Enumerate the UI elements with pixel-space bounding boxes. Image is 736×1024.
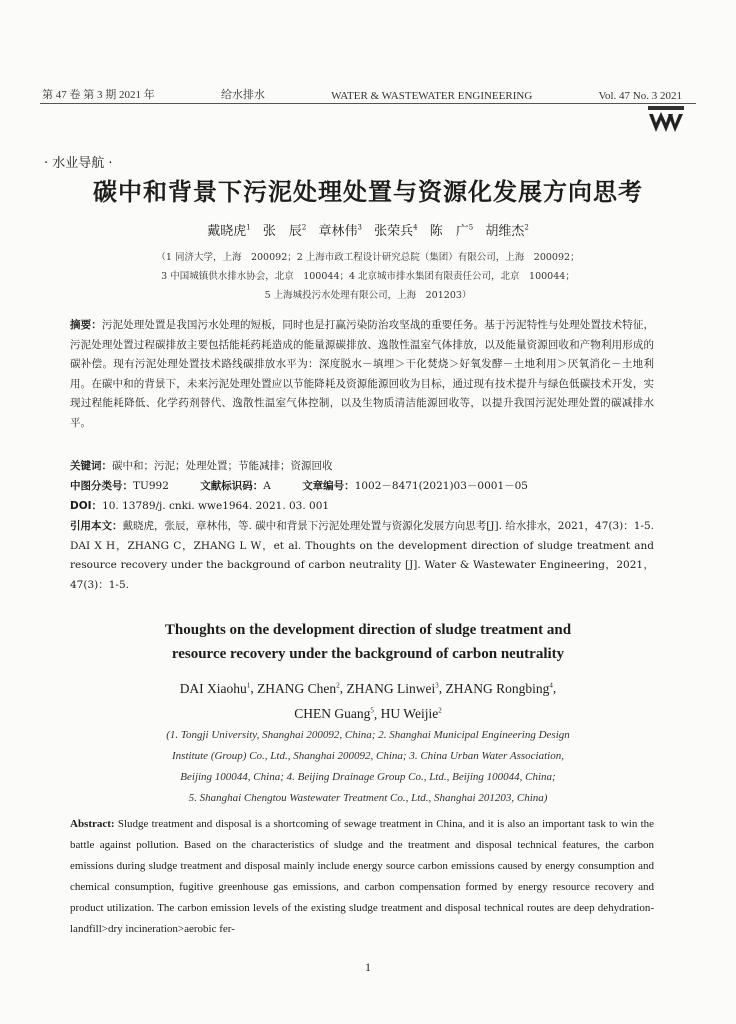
author-en: CHEN Guang$^5$ (294, 706, 374, 721)
journal-cn: 给水排水 (220, 89, 265, 101)
author-en: ZHANG Chen$^2$ (257, 680, 340, 696)
author-cn: 张 辰$^2$ (262, 223, 307, 239)
volume-en: Vol. 47 No. 3 2021 (598, 90, 682, 102)
page-title-cn: 碳中和背景下污泥处理处置与资源化发展方向思考 (93, 178, 643, 206)
abstract-cn-label: 摘要： (70, 319, 102, 331)
classification-row: 中图分类号：TU992 文献标识码：A 文章编号：1002－8471(2021)03－0001－05 (70, 480, 528, 492)
abstract-en: Abstract: Sludge treatment and disposal is a shortcoming of sewage treatment in China, and it is also an important task to win the battle against pollution. Based on the characteristics of sludge and the treatment and disposal technical features, the carbon emissions during sludge treatment and disposal mainly include energy source carbon emissions caused by energy consumption and chemical consumption, fugitive greenhouse gas emissions, and carbon compensation formed by energy resource recovery and product utilization. The carbon emission levels of the existing sludge treatment and disposal technical routes are deep dehydration-landfill>dry incineration>aerobic fer- (70, 818, 655, 935)
affiliation-line: （1 同济大学，上海 200092；2 上海市政工程设计研究总院（集团）有限公司，上海 200092； (156, 252, 580, 263)
author-en: HU Weijie$^2$ (380, 706, 442, 721)
affiliations-en: (1. Tongji University, Shanghai 200092, China; 2. Shanghai Municipal Engineering Design Institute (Group) Co., Ltd., Shanghai 200092, China; 3. China Urban Water Association, Beijing 100044, China; 4. Beijing Drainage Group Co., Ltd., Beijing 100044, China; 5. Shanghai Chengtou Wastewater Treatment Co., Ltd., Shanghai 201203, China) (166, 729, 570, 804)
header-rule (40, 103, 696, 104)
author-en: DAI Xiaohu$^1$ (179, 680, 251, 696)
author-en: ZHANG Rongbing$^4$ (445, 680, 553, 696)
authors-cn (0, 220, 736, 239)
doi: DOI：10. 13789/j. cnki. wwe1964. 2021. 03. 001 (70, 500, 330, 512)
abstract-cn (70, 316, 654, 433)
abstract-cn-text: 污泥处理处置是我国污水处理的短板，同时也是打赢污染防治攻坚战的重要任务。基于污泥特性与处理处置技术特征，污泥处理处置过程碳排放主要包括能耗药耗造成的能量源碳排放、逸散性温室气体排放，以及能量资源回收和产物利用形成的碳补偿。现有污泥处理处置技术路线碳排放水平为：深度脱水－填埋＞干化焚烧＞好氧发酵－土地利用＞厌氧消化－土地利用。在碳中和的背景下，未来污泥处理处置应以节能降耗及资源能源回收为目标，通过现有技术提升与绿色低碳技术开发，实现过程能耗降低、化学药剂替代、逸散性温室气体控制，以及生物质清洁能源回收等，以提升我国污泥处理处置的碳减排水平。 (70, 319, 655, 429)
column-tag: · 水业导航 · (44, 156, 113, 171)
author-cn: 陈 广$^5$ (429, 223, 474, 239)
author-cn: 章林伟$^3$ (318, 223, 362, 239)
volume-cn: 第 47 卷 第 3 期 2021 年 (42, 89, 155, 101)
authors-en: DAI Xiaohu$^1$, ZHANG Chen$^2$, ZHANG Linwei$^3$, ZHANG Rongbing$^4$, CHEN Guang$^5$, HU Weijie$^2$ (179, 680, 557, 721)
page-title-en: Thoughts on the development direction of sludge treatment and resource recovery under the background of carbon neutrality (164, 622, 572, 662)
page-number: 1 (365, 960, 371, 974)
journal-logo-icon (648, 106, 684, 134)
affiliation-line: 5 上海城投污水处理有限公司，上海 201203） (264, 290, 472, 301)
author-cn: 胡维杰$^2$ (485, 223, 529, 239)
keywords: 关键词：碳中和；污泥；处理处置；节能减排；资源回收 (70, 460, 333, 472)
author-cn: 张荣兵$^4$ (374, 223, 418, 239)
author-en: ZHANG Linwei$^3$ (346, 680, 439, 696)
affiliation-line: 3 中国城镇供水排水协会，北京 100044；4 北京城市排水集团有限责任公司，北京 100044； (161, 271, 575, 282)
affiliations-cn (60, 248, 676, 305)
journal-en: WATER & WASTEWATER ENGINEERING (331, 90, 533, 102)
author-cn: 戴晓虎$^1$ (207, 223, 251, 239)
running-header (42, 86, 682, 102)
citation: 引用本文：戴晓虎，张辰，章林伟，等. 碳中和背景下污泥处理处置与资源化发展方向思考[J]. 给水排水，2021，47(3)：1-5. DAI X H，ZHANG C，ZHANG L W，et al. Thoughts on the development direction of sludge treatment and resource recovery under the background of carbon neutrality [J]. Water & Wastewater Engineering，2021，47(3)：1-5. (70, 520, 655, 591)
